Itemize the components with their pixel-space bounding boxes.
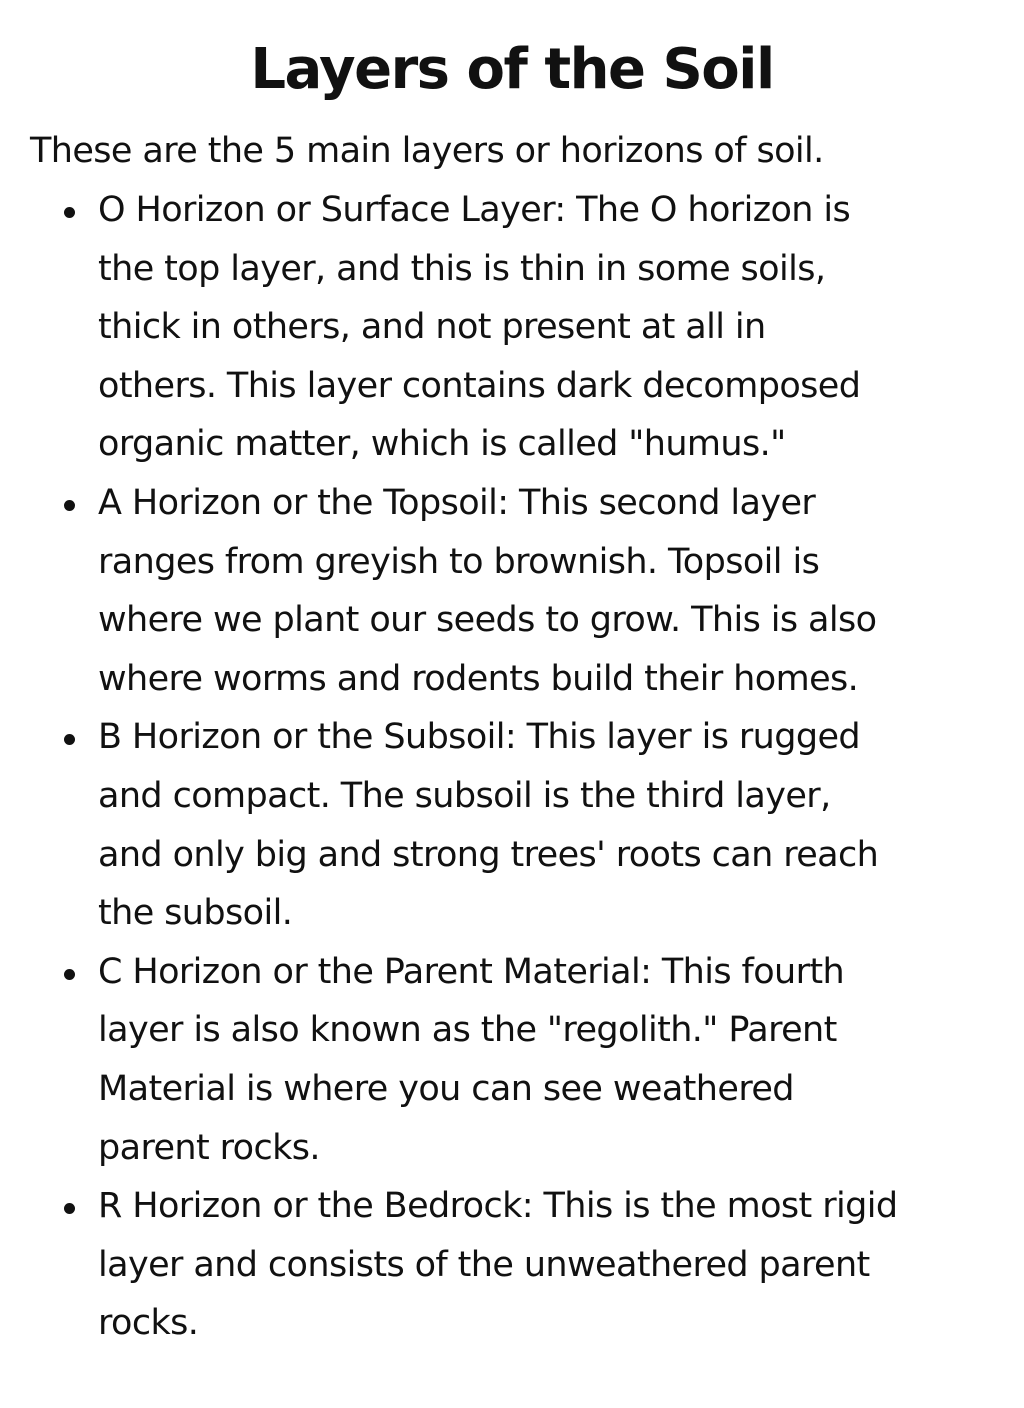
layer-text-line: Material is where you can see weathered <box>98 1068 794 1109</box>
layer-item-b-horizon <box>0 708 994 942</box>
page-title: Layers of the Soil <box>250 37 774 102</box>
soil-layers-list <box>0 181 1024 1353</box>
layer-text-line: B Horizon or the Subsoil: This layer is rugged <box>98 717 861 758</box>
layer-text-line: C Horizon or the Parent Material: This fourth <box>98 951 845 992</box>
intro-text: These are the 5 main layers or horizons of soil. <box>30 131 824 171</box>
layer-text-line: others. This layer contains dark decomposed <box>98 365 861 406</box>
layer-text-line: layer and consists of the unweathered parent <box>98 1244 870 1285</box>
layer-item-a-horizon <box>0 474 994 708</box>
layer-text-line: where worms and rodents build their homes. <box>98 658 859 699</box>
layer-item-o-horizon <box>0 181 994 474</box>
layer-text-line: ranges from greyish to brownish. Topsoil is <box>98 541 820 582</box>
bullet-icon <box>64 1203 75 1214</box>
bullet-icon <box>64 500 75 511</box>
layer-item-c-horizon <box>0 943 994 1177</box>
layer-text-line: rocks. <box>98 1303 199 1344</box>
layer-text-line: the top layer, and this is thin in some soils, <box>98 248 826 289</box>
layer-text-line: the subsoil. <box>98 893 293 934</box>
layer-text-line: A Horizon or the Topsoil: This second layer <box>98 482 816 523</box>
layer-text-line: O Horizon or Surface Layer: The O horizon is <box>98 190 851 230</box>
bullet-icon <box>64 969 75 980</box>
layer-text-line: parent rocks. <box>98 1127 320 1168</box>
layer-text-line: R Horizon or the Bedrock: This is the most rigid <box>98 1186 898 1227</box>
bullet-icon <box>64 207 75 218</box>
layer-text-line: and only big and strong trees' roots can reach <box>98 834 879 875</box>
bullet-icon <box>64 734 75 745</box>
layer-text-line: and compact. The subsoil is the third layer, <box>98 775 831 816</box>
layer-text-line: layer is also known as the "regolith." Parent <box>98 1010 837 1051</box>
layer-text-line: where we plant our seeds to grow. This is also <box>98 600 877 641</box>
layer-text-line: organic matter, which is called "humus." <box>98 424 786 465</box>
layer-text-line: thick in others, and not present at all in <box>98 307 766 348</box>
layer-item-r-horizon <box>0 1177 994 1353</box>
